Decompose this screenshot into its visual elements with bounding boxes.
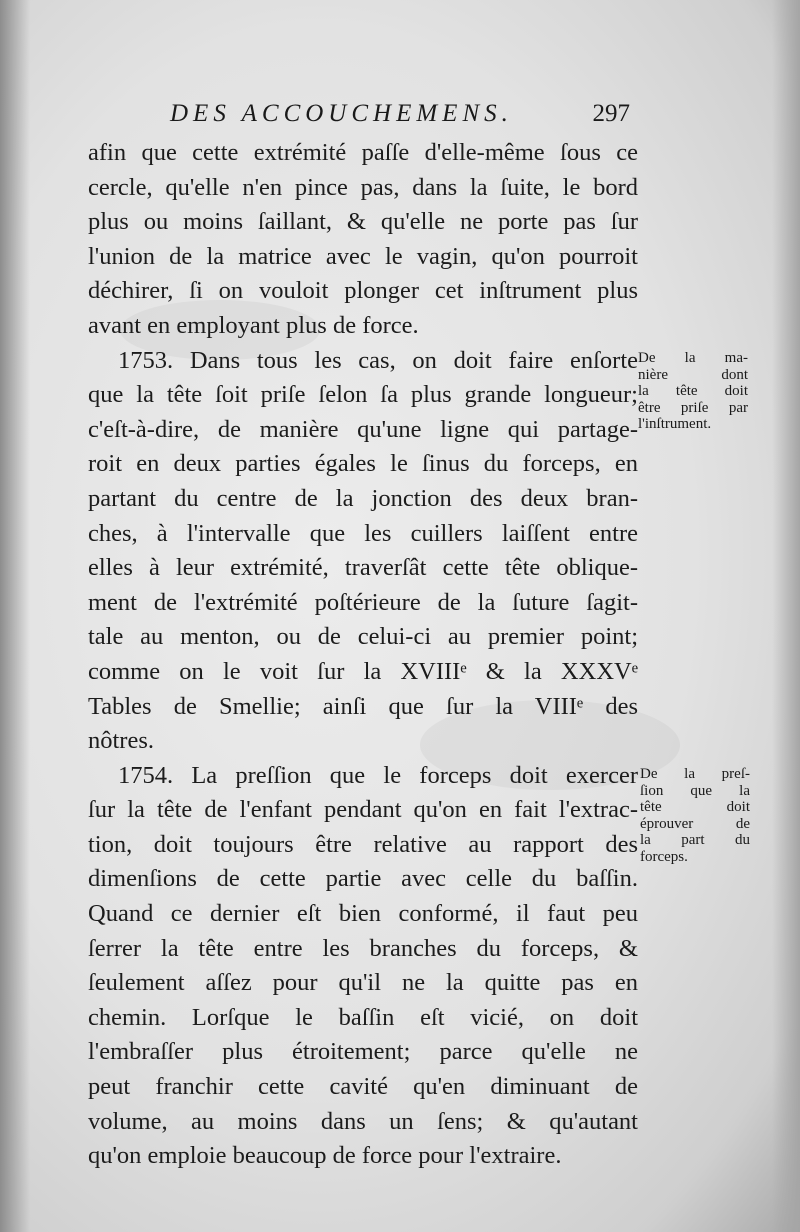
margin-note-line: la part du	[640, 832, 750, 848]
running-head: DES ACCOUCHEMENS.	[170, 100, 513, 127]
page-gutter-shadow	[0, 0, 30, 1232]
text-line: volume, au moins dans un ſens; & qu'autant	[88, 1107, 638, 1135]
main-text-block	[88, 136, 638, 1174]
text-line: peut franchir cette cavité qu'en diminuant de	[88, 1073, 638, 1101]
text-line: l'embraſſer plus étroitement; parce qu'elle ne	[88, 1038, 638, 1066]
text-line: 1754. La preſſion que le forceps doit exercer	[118, 761, 638, 789]
margin-note-line: ſion que la	[640, 782, 750, 799]
margin-note-line: nière dont	[638, 366, 748, 383]
text-line: l'union de la matrice avec le vagin, qu'on pourroit	[88, 242, 638, 270]
margin-note-line: éprouver de	[640, 815, 750, 832]
text-line: qu'on emploie beaucoup de force pour l'extraire.	[88, 1142, 562, 1170]
text-line: comme on le voit ſur la XVIIIᵉ & la XXXVᵉ	[88, 657, 638, 685]
margin-note-line: De la preſ-	[640, 766, 750, 782]
margin-note-line: être priſe par	[638, 399, 748, 416]
text-line: Quand ce dernier eſt bien conformé, il faut peu	[88, 900, 638, 928]
text-line: ſerrer la tête entre les branches du forceps, &	[88, 934, 638, 962]
page-number: 297	[592, 100, 630, 127]
text-line: afin que cette extrémité paſſe d'elle-même ſous ce	[88, 139, 638, 166]
margin-note-line: De la ma-	[638, 350, 748, 366]
text-line: dimenſions de cette partie avec celle du baſſin.	[88, 865, 638, 893]
text-line: ſur la tête de l'enfant pendant qu'on en fait l'extrac-	[88, 796, 638, 824]
text-line: 1753. Dans tous les cas, on doit faire enſorte	[118, 346, 638, 374]
text-line: tale au menton, ou de celui-ci au premier point;	[88, 623, 638, 651]
text-line: tion, doit toujours être relative au rapport des	[88, 830, 638, 858]
text-line: c'eſt-à-dire, de manière qu'une ligne qui partage-	[88, 415, 638, 443]
margin-note-line: la tête doit	[638, 383, 748, 399]
text-line: ſeulement aſſez pour qu'il ne la quitte pas en	[88, 969, 638, 997]
text-line: ment de l'extrémité poſtérieure de la ſuture ſagit-	[88, 588, 638, 616]
margin-note	[640, 766, 750, 865]
text-line: roit en deux parties égales le ſinus du forceps, en	[88, 450, 638, 478]
text-line: cercle, qu'elle n'en pince pas, dans la ſuite, le bord	[88, 173, 638, 201]
text-line: que la tête ſoit priſe ſelon ſa plus grande longueur;	[88, 381, 638, 409]
text-line: Tables de Smellie; ainſi que ſur la VIIIᵉ des	[88, 692, 638, 720]
margin-note	[638, 350, 748, 433]
text-line: chemin. Lorſque le baſſin eſt vicié, on doit	[88, 1003, 638, 1031]
text-line: partant du centre de la jonction des deux bran-	[88, 484, 638, 512]
text-line: déchirer, ſi on vouloit plonger cet inſtrument plus	[88, 277, 638, 305]
margin-note-line: forceps.	[640, 848, 688, 865]
margin-note-line: l'inſtrument.	[638, 416, 712, 432]
text-line: nôtres.	[88, 727, 154, 755]
text-line: ches, à l'intervalle que les cuillers laiſſent entre	[88, 519, 638, 547]
text-line: avant en employant plus de force.	[88, 311, 419, 339]
text-line: plus ou moins ſaillant, & qu'elle ne porte pas ſur	[88, 208, 638, 236]
page-edge-shadow	[772, 0, 800, 1232]
margin-note-line: tête doit	[640, 799, 750, 815]
text-line: elles à leur extrémité, traverſât cette tête oblique-	[88, 554, 638, 582]
page-header	[170, 100, 630, 136]
